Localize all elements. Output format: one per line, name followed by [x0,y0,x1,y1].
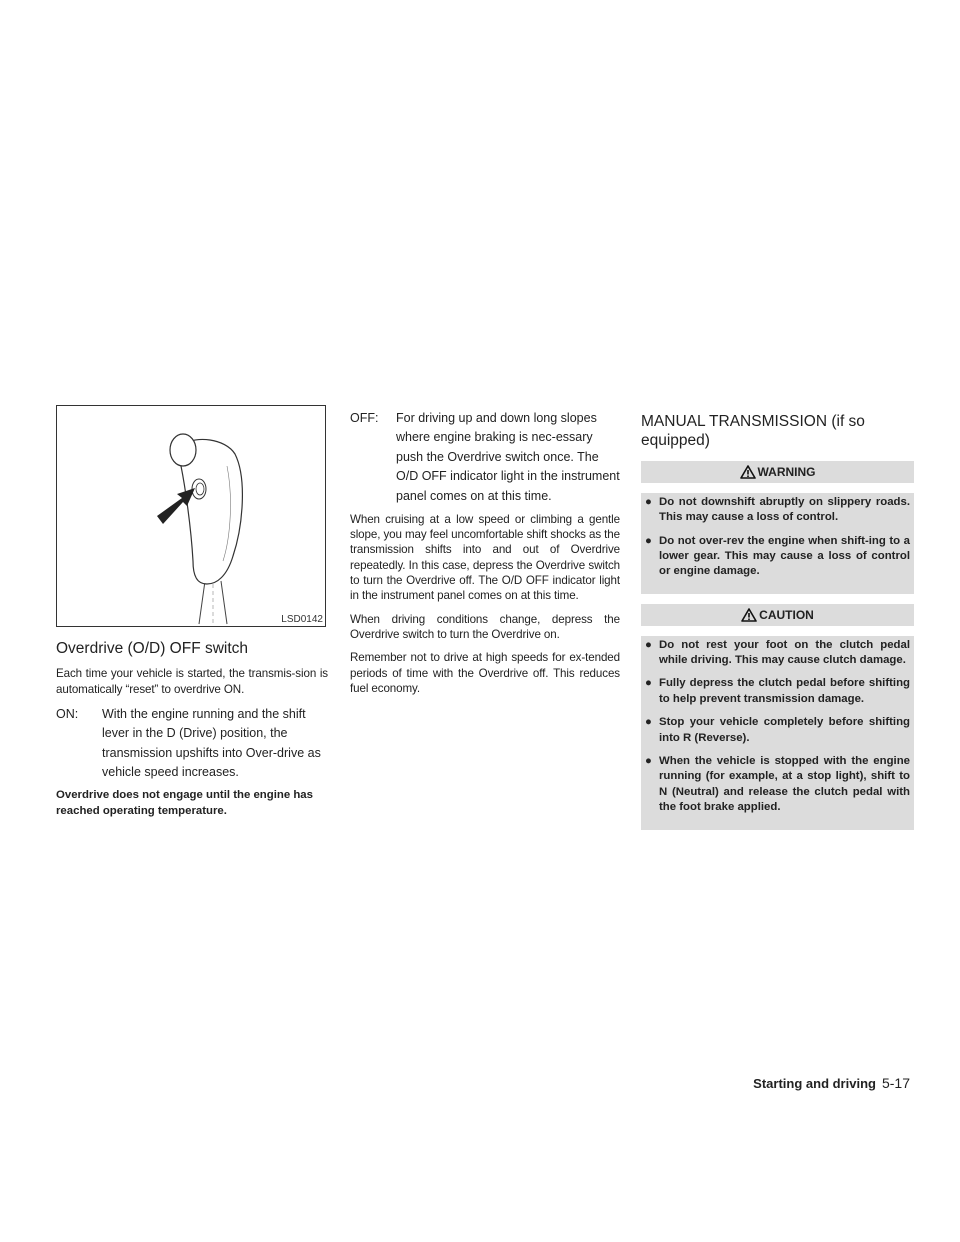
caution-header [641,604,914,626]
list-item: ● When the vehicle is stopped with the engine running (for example, at a stop light), shift to N (Neutral) and release the clutch pedal with the foot brake applied. [645,755,910,814]
warning-label: WARNING [757,464,816,479]
column-left [56,405,328,819]
manual-heading: MANUAL TRANSMISSION (if so equipped) [641,413,865,450]
warning-header [641,461,914,483]
warning-box [641,493,914,594]
page-number: 5-17 [881,1075,910,1091]
off-definition [350,409,620,506]
list-item: ● Stop your vehicle completely before shifting into R (Reverse). [645,716,910,744]
caution-label: CAUTION [759,607,814,622]
list-item: ● Fully depress the clutch pedal before shifting to help prevent transmission damage. [645,677,910,705]
page-footer [753,1075,910,1091]
list-item: ● Do not downshift abruptly on slippery roads. This may cause a loss of control. [645,495,910,524]
on-term: ON: [56,706,79,721]
overdrive-heading: Overdrive (O/D) OFF switch [56,640,249,657]
paragraph-cruising: When cruising at a low speed or climbing a gentle slope, you may feel uncomfortable shift shocks as the transmission shifts into and out of Overdrive repeatedly. In this case, depress the Overdrive switch to turn the Overdrive off. The O/D OFF indicator light in the instrument panel comes on at this time. [350,512,620,603]
off-text: For driving up and down long slopes where engine braking is nec-essary push the Overdrive switch once. The O/D OFF indicator light in the instrument panel comes on at this time. [396,411,620,503]
column-middle [350,409,620,704]
footer-section: Starting and driving [753,1076,876,1091]
on-text: With the engine running and the shift lever in the D (Drive) position, the transmission upshifts into Over-drive as vehicle speed increases. [102,706,321,780]
warning-triangle-icon [741,608,757,622]
overdrive-intro: Each time your vehicle is started, the transmis-sion is automatically “reset” to overdrive ON. [56,667,328,696]
overdrive-note: Overdrive does not engage until the engine has reached operating temperature. [56,789,313,817]
list-item: ● Do not over-rev the engine when shift-ing to a lower gear. This may cause a loss of control or engine damage. [645,534,910,578]
paragraph-conditions: When driving conditions change, depress the Overdrive switch to turn the Overdrive on. [350,612,620,641]
paragraph-high-speeds: Remember not to drive at high speeds for ex-tended periods of time with the Overdrive off. This reduces fuel economy. [350,651,620,695]
shift-knob-illustration [57,406,325,626]
figure-code: LSD0142 [281,614,323,625]
figure-shift-knob [56,405,326,627]
warning-triangle-icon [740,465,756,479]
caution-box [641,636,914,830]
off-term: OFF: [350,411,379,425]
column-right [641,412,914,834]
on-definition [56,705,328,783]
list-item: ● Do not rest your foot on the clutch pedal while driving. This may cause clutch damage. [645,638,910,667]
